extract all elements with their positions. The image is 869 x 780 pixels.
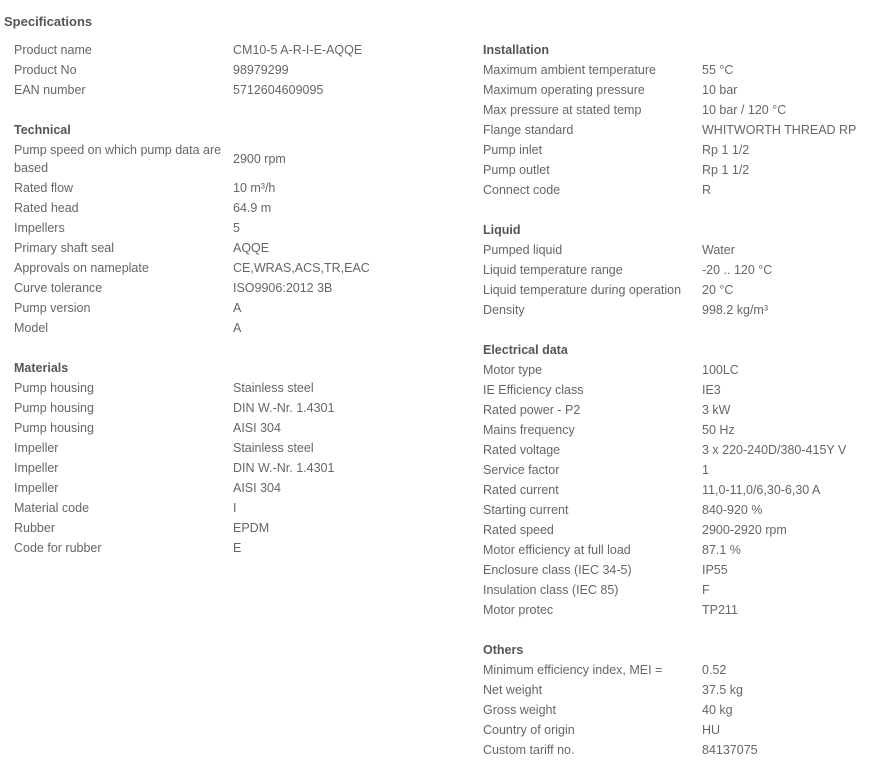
spec-label: Connect code — [483, 183, 561, 197]
spec-row — [483, 160, 867, 180]
section-title: Technical — [14, 123, 71, 137]
spec-value: 55 °C — [702, 63, 734, 77]
page-title: Specifications — [4, 14, 93, 29]
spec-label: Pump housing — [14, 381, 94, 395]
spec-label: Liquid temperature range — [483, 263, 623, 277]
spec-label: Flange standard — [483, 123, 574, 137]
spec-row — [483, 100, 867, 120]
spec-label: Primary shaft seal — [14, 241, 115, 255]
spec-value: HU — [702, 723, 721, 737]
spec-value: 84137075 — [702, 743, 758, 757]
spec-value: 87.1 % — [702, 543, 741, 557]
spec-value: 40 kg — [702, 703, 733, 717]
spec-label: Pump version — [14, 301, 91, 315]
spec-label: Enclosure class (IEC 34-5) — [483, 563, 632, 577]
spec-row — [483, 740, 867, 760]
spec-value: A — [233, 321, 242, 335]
spec-value: 50 Hz — [702, 423, 735, 437]
spec-value: DIN W.-Nr. 1.4301 — [233, 401, 335, 415]
spec-row — [483, 300, 867, 320]
spec-row — [483, 260, 867, 280]
spec-label: Product No — [14, 63, 77, 77]
spec-value: 37.5 kg — [702, 683, 744, 697]
spec-label: Model — [14, 321, 49, 335]
spec-value: AISI 304 — [233, 481, 281, 495]
section-title: Others — [483, 643, 524, 657]
spec-row — [14, 458, 459, 478]
spec-row — [14, 238, 459, 258]
spec-row — [14, 298, 459, 318]
spec-label: Mains frequency — [483, 423, 575, 437]
spec-label: Rated head — [14, 201, 79, 215]
spec-value: ISO9906:2012 3B — [233, 281, 333, 295]
spec-section-installation — [483, 40, 867, 200]
spec-value: 100LC — [702, 363, 739, 377]
spec-value: 11,0-11,0/6,30-6,30 A — [702, 483, 821, 497]
spec-label: Impeller — [14, 481, 59, 495]
spec-row — [483, 520, 867, 540]
spec-row — [483, 700, 867, 720]
spec-section-general — [14, 40, 459, 100]
spec-value: IE3 — [702, 383, 721, 397]
spec-label: Maximum operating pressure — [483, 83, 645, 97]
spec-label: Starting current — [483, 503, 569, 517]
spec-row — [483, 60, 867, 80]
spec-row — [483, 680, 867, 700]
spec-value: 5712604609095 — [233, 83, 324, 97]
spec-value: 3 kW — [702, 403, 731, 417]
spec-value: 2900-2920 rpm — [702, 523, 787, 537]
spec-label: Gross weight — [483, 703, 556, 717]
spec-row — [483, 180, 867, 200]
spec-value: EPDM — [233, 521, 270, 535]
spec-value: A — [233, 301, 242, 315]
spec-label: Code for rubber — [14, 541, 102, 555]
spec-label: Impeller — [14, 441, 59, 455]
spec-label: Motor protec — [483, 603, 554, 617]
spec-row — [483, 560, 867, 580]
spec-row — [483, 660, 867, 680]
spec-label: Net weight — [483, 683, 543, 697]
spec-label: Rated power - P2 — [483, 403, 581, 417]
spec-label: Rubber — [14, 521, 55, 535]
spec-value: 2900 rpm — [233, 152, 286, 166]
spec-row — [483, 720, 867, 740]
spec-label: Approvals on nameplate — [14, 261, 149, 275]
spec-value: 10 m³/h — [233, 181, 276, 195]
spec-value: WHITWORTH THREAD RP — [702, 123, 857, 137]
spec-value: AQQE — [233, 241, 270, 255]
spec-label: Liquid temperature during operation — [483, 283, 682, 297]
spec-row — [483, 280, 867, 300]
spec-value: Stainless steel — [233, 441, 314, 455]
section-title: Installation — [483, 43, 549, 57]
spec-row — [14, 80, 459, 100]
spec-value: CE,WRAS,ACS,TR,EAC — [233, 261, 370, 275]
spec-label: Motor efficiency at full load — [483, 543, 631, 557]
spec-row — [14, 498, 459, 518]
spec-label: Curve tolerance — [14, 281, 103, 295]
spec-row — [483, 360, 867, 380]
spec-row — [14, 418, 459, 438]
spec-value: 0.52 — [702, 663, 727, 677]
spec-value: 98979299 — [233, 63, 289, 77]
spec-value: I — [233, 501, 237, 515]
spec-row — [14, 538, 459, 558]
spec-label: Maximum ambient temperature — [483, 63, 656, 77]
spec-label: Service factor — [483, 463, 560, 477]
spec-section-others — [483, 640, 867, 760]
spec-row — [14, 198, 459, 218]
left-column — [14, 40, 459, 578]
spec-value: CM10-5 A-R-I-E-AQQE — [233, 43, 363, 57]
spec-label: Country of origin — [483, 723, 575, 737]
spec-row — [14, 438, 459, 458]
spec-label: Pump outlet — [483, 163, 550, 177]
spec-row — [483, 480, 867, 500]
spec-label: Pump inlet — [483, 143, 543, 157]
spec-section-liquid — [483, 220, 867, 320]
spec-row — [483, 600, 867, 620]
spec-value: 840-920 % — [702, 503, 763, 517]
spec-row — [483, 420, 867, 440]
spec-value: Rp 1 1/2 — [702, 143, 750, 157]
spec-label: Rated speed — [483, 523, 554, 537]
spec-row — [14, 378, 459, 398]
spec-label: Impeller — [14, 461, 59, 475]
spec-row — [483, 380, 867, 400]
spec-row — [483, 120, 867, 140]
spec-label: Pump housing — [14, 401, 94, 415]
spec-row — [14, 478, 459, 498]
spec-row — [14, 398, 459, 418]
spec-label: Density — [483, 303, 525, 317]
spec-row — [14, 140, 459, 178]
spec-section-electrical-data — [483, 340, 867, 620]
spec-label: Motor type — [483, 363, 543, 377]
spec-label: IE Efficiency class — [483, 383, 584, 397]
spec-value: 10 bar / 120 °C — [702, 103, 787, 117]
spec-value: DIN W.-Nr. 1.4301 — [233, 461, 335, 475]
spec-section-technical — [14, 120, 459, 338]
spec-value: Water — [702, 243, 735, 257]
section-title: Materials — [14, 361, 69, 375]
spec-row — [14, 518, 459, 538]
spec-label: EAN number — [14, 83, 86, 97]
spec-label: Rated current — [483, 483, 559, 497]
spec-label: Max pressure at stated temp — [483, 103, 642, 117]
spec-value: 3 x 220-240D/380-415Y V — [702, 443, 847, 457]
spec-value: 64.9 m — [233, 201, 272, 215]
spec-value: 20 °C — [702, 283, 734, 297]
spec-label: Rated voltage — [483, 443, 561, 457]
spec-value: 10 bar — [702, 83, 738, 97]
spec-row — [14, 258, 459, 278]
spec-row — [483, 240, 867, 260]
spec-row — [14, 60, 459, 80]
spec-row — [14, 40, 459, 60]
spec-row — [483, 400, 867, 420]
spec-row — [483, 540, 867, 560]
spec-label: Pump speed on which pump data are based — [14, 143, 222, 175]
spec-value: -20 .. 120 °C — [702, 263, 773, 277]
spec-label: Custom tariff no. — [483, 743, 575, 757]
spec-value: TP211 — [702, 603, 738, 617]
spec-value: 5 — [233, 221, 240, 235]
section-title: Liquid — [483, 223, 521, 237]
spec-row — [14, 318, 459, 338]
spec-row — [483, 500, 867, 520]
spec-value: IP55 — [702, 563, 728, 577]
spec-section-materials — [14, 358, 459, 558]
spec-value: 1 — [702, 463, 709, 477]
spec-row — [483, 580, 867, 600]
spec-value: AISI 304 — [233, 421, 281, 435]
spec-value: R — [702, 183, 712, 197]
spec-label: Pumped liquid — [483, 243, 563, 257]
spec-row — [483, 140, 867, 160]
spec-value: F — [702, 583, 710, 597]
spec-row — [483, 460, 867, 480]
spec-row — [483, 440, 867, 460]
spec-row — [14, 178, 459, 198]
spec-value: E — [233, 541, 242, 555]
spec-label: Minimum efficiency index, MEI = — [483, 663, 663, 677]
spec-row — [14, 278, 459, 298]
spec-value: Rp 1 1/2 — [702, 163, 750, 177]
spec-row — [483, 80, 867, 100]
spec-label: Insulation class (IEC 85) — [483, 583, 619, 597]
spec-value: Stainless steel — [233, 381, 314, 395]
section-title: Electrical data — [483, 343, 568, 357]
right-column — [483, 40, 867, 780]
spec-label: Product name — [14, 43, 92, 57]
spec-label: Impellers — [14, 221, 65, 235]
spec-label: Pump housing — [14, 421, 94, 435]
spec-row — [14, 218, 459, 238]
spec-label: Material code — [14, 501, 90, 515]
spec-value: 998.2 kg/m³ — [702, 303, 769, 317]
spec-label: Rated flow — [14, 181, 74, 195]
